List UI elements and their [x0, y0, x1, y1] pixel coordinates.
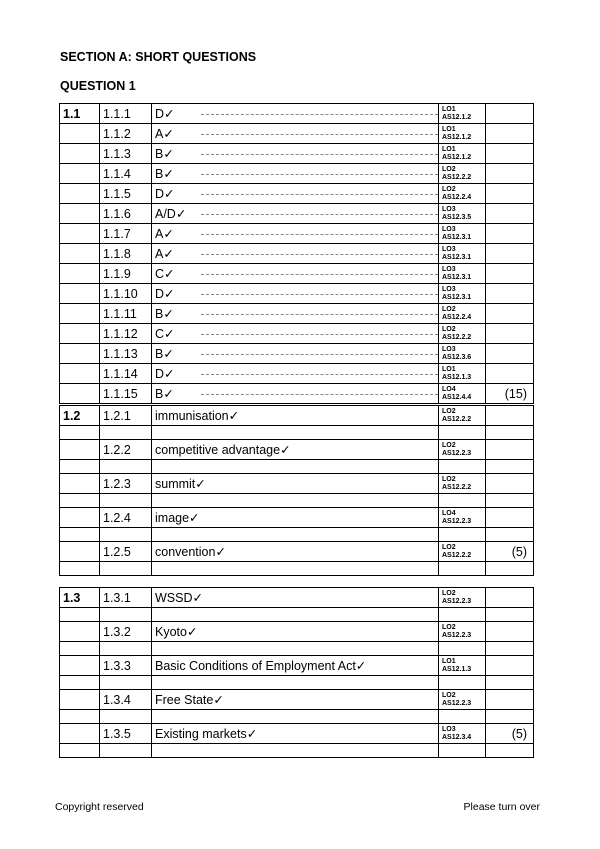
item-number: 1.1.14 [100, 364, 152, 384]
empty-cell [486, 528, 534, 542]
assessment-standard: AS12.1.2 [442, 134, 472, 141]
question-number [60, 184, 100, 204]
table-row [60, 690, 534, 710]
question-number [60, 204, 100, 224]
question-1-2-table [59, 405, 534, 576]
outcome-cell [439, 384, 486, 404]
mark-total [486, 440, 534, 460]
assessment-standard: AS12.1.3 [442, 666, 472, 673]
outcome-cell [439, 508, 486, 528]
section-title: SECTION A: SHORT QUESTIONS [60, 50, 257, 64]
answer: D✓ [152, 184, 199, 204]
empty-cell [60, 676, 100, 690]
mark-total [486, 304, 534, 324]
table-row [60, 204, 534, 224]
empty-cell [60, 608, 100, 622]
empty-cell [152, 744, 439, 758]
question-number [60, 224, 100, 244]
learning-outcome: LO3 [442, 206, 456, 213]
outcome-cell [439, 588, 486, 608]
mark-total [486, 224, 534, 244]
answer: image✓ [152, 508, 439, 528]
answer: A✓ [152, 224, 199, 244]
empty-cell [486, 562, 534, 576]
learning-outcome: LO1 [442, 146, 456, 153]
assessment-standard: AS12.3.5 [442, 214, 472, 221]
question-number [60, 474, 100, 494]
answer: Free State✓ [152, 690, 439, 710]
empty-cell [152, 710, 439, 724]
question-number [60, 344, 100, 364]
assessment-standard: AS12.2.2 [442, 416, 472, 423]
answer: B✓ [152, 344, 199, 364]
empty-cell [152, 562, 439, 576]
table-row [60, 474, 534, 494]
table-row [60, 224, 534, 244]
empty-cell [152, 494, 439, 508]
spacer-row [60, 710, 534, 724]
question-number [60, 440, 100, 460]
answer: summit✓ [152, 474, 439, 494]
learning-outcome: LO2 [442, 408, 456, 415]
item-number: 1.1.15 [100, 384, 152, 404]
empty-cell [60, 710, 100, 724]
assessment-standard: AS12.2.3 [442, 632, 472, 639]
mark-total [486, 656, 534, 676]
assessment-standard: AS12.4.4 [442, 394, 472, 401]
outcome-cell [439, 224, 486, 244]
empty-cell [439, 562, 486, 576]
mark-total [486, 244, 534, 264]
empty-cell [486, 426, 534, 440]
item-number: 1.3.1 [100, 588, 152, 608]
empty-cell [439, 642, 486, 656]
question-1-1-table [59, 103, 534, 404]
outcome-cell [439, 124, 486, 144]
mark-total: (5) [486, 724, 534, 744]
answer-line [199, 344, 439, 364]
empty-cell [439, 608, 486, 622]
outcome-cell [439, 204, 486, 224]
assessment-standard: AS12.3.1 [442, 254, 472, 261]
table-row [60, 104, 534, 124]
answer: C✓ [152, 324, 199, 344]
empty-cell [486, 642, 534, 656]
question-number [60, 144, 100, 164]
outcome-cell [439, 690, 486, 710]
assessment-standard: AS12.3.6 [442, 354, 472, 361]
empty-cell [60, 494, 100, 508]
item-number: 1.2.1 [100, 406, 152, 426]
outcome-cell [439, 364, 486, 384]
mark-total [486, 622, 534, 642]
mark-total [486, 344, 534, 364]
outcome-cell [439, 104, 486, 124]
answer: immunisation✓ [152, 406, 439, 426]
spacer-row [60, 608, 534, 622]
table-row [60, 508, 534, 528]
mark-total [486, 204, 534, 224]
empty-cell [439, 710, 486, 724]
mark-total [486, 474, 534, 494]
table-row [60, 164, 534, 184]
spacer-row [60, 562, 534, 576]
empty-cell [439, 460, 486, 474]
table-row [60, 542, 534, 562]
spacer-row [60, 460, 534, 474]
item-number: 1.2.3 [100, 474, 152, 494]
item-number: 1.3.3 [100, 656, 152, 676]
learning-outcome: LO4 [442, 510, 456, 517]
item-number: 1.2.2 [100, 440, 152, 460]
answer-line [199, 204, 439, 224]
answer: WSSD✓ [152, 588, 439, 608]
question-number [60, 364, 100, 384]
learning-outcome: LO1 [442, 106, 456, 113]
item-number: 1.3.5 [100, 724, 152, 744]
item-number: 1.1.4 [100, 164, 152, 184]
answer-line [199, 184, 439, 204]
empty-cell [439, 744, 486, 758]
assessment-standard: AS12.2.2 [442, 334, 472, 341]
item-number: 1.1.10 [100, 284, 152, 304]
assessment-standard: AS12.3.1 [442, 294, 472, 301]
assessment-standard: AS12.2.3 [442, 450, 472, 457]
empty-cell [100, 608, 152, 622]
answer: D✓ [152, 104, 199, 124]
answer-line [199, 304, 439, 324]
item-number: 1.3.2 [100, 622, 152, 642]
empty-cell [100, 528, 152, 542]
empty-cell [100, 460, 152, 474]
empty-cell [152, 460, 439, 474]
mark-total [486, 588, 534, 608]
mark-total [486, 144, 534, 164]
empty-cell [439, 494, 486, 508]
outcome-cell [439, 144, 486, 164]
question-number [60, 284, 100, 304]
item-number: 1.3.4 [100, 690, 152, 710]
spacer-row [60, 426, 534, 440]
outcome-cell [439, 304, 486, 324]
question-number [60, 304, 100, 324]
assessment-standard: AS12.2.2 [442, 484, 472, 491]
item-number: 1.1.12 [100, 324, 152, 344]
learning-outcome: LO2 [442, 476, 456, 483]
spacer-row [60, 676, 534, 690]
item-number: 1.1.1 [100, 104, 152, 124]
outcome-cell [439, 406, 486, 426]
spacer-row [60, 744, 534, 758]
question-number [60, 324, 100, 344]
answer-line [199, 384, 439, 404]
assessment-standard: AS12.2.4 [442, 314, 472, 321]
item-number: 1.1.9 [100, 264, 152, 284]
question-1-3-table [59, 587, 534, 758]
table-row [60, 304, 534, 324]
outcome-cell [439, 164, 486, 184]
question-number: 1.3 [60, 588, 100, 608]
empty-cell [100, 676, 152, 690]
item-number: 1.1.13 [100, 344, 152, 364]
outcome-cell [439, 184, 486, 204]
table-row [60, 622, 534, 642]
empty-cell [100, 426, 152, 440]
table-row [60, 184, 534, 204]
outcome-cell [439, 474, 486, 494]
table-row [60, 244, 534, 264]
assessment-standard: AS12.1.3 [442, 374, 472, 381]
learning-outcome: LO2 [442, 326, 456, 333]
empty-cell [100, 710, 152, 724]
mark-total [486, 508, 534, 528]
question-number [60, 622, 100, 642]
learning-outcome: LO2 [442, 166, 456, 173]
spacer-row [60, 528, 534, 542]
mark-total [486, 324, 534, 344]
assessment-standard: AS12.1.2 [442, 154, 472, 161]
answer-line [199, 264, 439, 284]
table-row [60, 440, 534, 460]
outcome-cell [439, 324, 486, 344]
learning-outcome: LO3 [442, 246, 456, 253]
learning-outcome: LO3 [442, 226, 456, 233]
answer: Basic Conditions of Employment Act✓ [152, 656, 439, 676]
question-title: QUESTION 1 [60, 79, 136, 93]
outcome-cell [439, 344, 486, 364]
empty-cell [100, 642, 152, 656]
empty-cell [100, 744, 152, 758]
learning-outcome: LO1 [442, 126, 456, 133]
outcome-cell [439, 440, 486, 460]
empty-cell [486, 460, 534, 474]
answer: B✓ [152, 164, 199, 184]
learning-outcome: LO1 [442, 658, 456, 665]
mark-total: (15) [486, 384, 534, 404]
table-row [60, 124, 534, 144]
assessment-standard: AS12.2.2 [442, 174, 472, 181]
empty-cell [100, 494, 152, 508]
outcome-cell [439, 264, 486, 284]
item-number: 1.1.3 [100, 144, 152, 164]
question-number [60, 384, 100, 404]
empty-cell [152, 676, 439, 690]
assessment-standard: AS12.2.3 [442, 518, 472, 525]
empty-cell [486, 744, 534, 758]
answer: D✓ [152, 364, 199, 384]
table-row [60, 364, 534, 384]
answer-line [199, 144, 439, 164]
item-number: 1.1.2 [100, 124, 152, 144]
item-number: 1.1.7 [100, 224, 152, 244]
mark-total [486, 104, 534, 124]
learning-outcome: LO3 [442, 346, 456, 353]
learning-outcome: LO2 [442, 442, 456, 449]
table-row [60, 656, 534, 676]
answer-line [199, 324, 439, 344]
empty-cell [486, 676, 534, 690]
empty-cell [60, 426, 100, 440]
outcome-cell [439, 724, 486, 744]
item-number: 1.2.4 [100, 508, 152, 528]
empty-cell [152, 528, 439, 542]
answer: D✓ [152, 284, 199, 304]
empty-cell [152, 426, 439, 440]
footer-turn-over: Please turn over [463, 801, 540, 813]
footer-copyright: Copyright reserved [55, 801, 144, 813]
table-row [60, 324, 534, 344]
answer: B✓ [152, 384, 199, 404]
answer-line [199, 284, 439, 304]
assessment-standard: AS12.3.1 [442, 234, 472, 241]
question-number [60, 164, 100, 184]
empty-cell [152, 642, 439, 656]
question-number [60, 690, 100, 710]
assessment-standard: AS12.2.4 [442, 194, 472, 201]
learning-outcome: LO3 [442, 266, 456, 273]
table-row [60, 724, 534, 744]
empty-cell [486, 608, 534, 622]
outcome-cell [439, 542, 486, 562]
mark-total [486, 124, 534, 144]
answer: convention✓ [152, 542, 439, 562]
question-number [60, 542, 100, 562]
answer-line [199, 164, 439, 184]
answer: A/D✓ [152, 204, 199, 224]
question-number [60, 264, 100, 284]
table-row [60, 384, 534, 404]
item-number: 1.1.5 [100, 184, 152, 204]
item-number: 1.1.11 [100, 304, 152, 324]
empty-cell [60, 562, 100, 576]
question-number [60, 124, 100, 144]
learning-outcome: LO4 [442, 386, 456, 393]
outcome-cell [439, 244, 486, 264]
empty-cell [439, 426, 486, 440]
spacer-row [60, 642, 534, 656]
empty-cell [60, 642, 100, 656]
question-number [60, 244, 100, 264]
answer: B✓ [152, 304, 199, 324]
learning-outcome: LO3 [442, 286, 456, 293]
assessment-standard: AS12.2.2 [442, 552, 472, 559]
mark-total [486, 164, 534, 184]
answer: A✓ [152, 124, 199, 144]
answer-line [199, 244, 439, 264]
assessment-standard: AS12.3.1 [442, 274, 472, 281]
table-row [60, 284, 534, 304]
table-row [60, 144, 534, 164]
empty-cell [486, 494, 534, 508]
question-number [60, 724, 100, 744]
table-row [60, 588, 534, 608]
learning-outcome: LO2 [442, 624, 456, 631]
item-number: 1.2.5 [100, 542, 152, 562]
outcome-cell [439, 284, 486, 304]
mark-total [486, 284, 534, 304]
empty-cell [60, 460, 100, 474]
mark-total [486, 364, 534, 384]
item-number: 1.1.6 [100, 204, 152, 224]
answer-line [199, 364, 439, 384]
question-number [60, 656, 100, 676]
question-number: 1.2 [60, 406, 100, 426]
table-row [60, 264, 534, 284]
mark-total [486, 264, 534, 284]
answer: competitive advantage✓ [152, 440, 439, 460]
learning-outcome: LO2 [442, 544, 456, 551]
answer-line [199, 224, 439, 244]
empty-cell [60, 744, 100, 758]
question-number: 1.1 [60, 104, 100, 124]
answer: Kyoto✓ [152, 622, 439, 642]
empty-cell [486, 710, 534, 724]
spacer-row [60, 494, 534, 508]
answer-line [199, 104, 439, 124]
mark-total [486, 690, 534, 710]
learning-outcome: LO1 [442, 366, 456, 373]
answer: B✓ [152, 144, 199, 164]
learning-outcome: LO2 [442, 186, 456, 193]
table-row [60, 406, 534, 426]
outcome-cell [439, 656, 486, 676]
assessment-standard: AS12.2.3 [442, 700, 472, 707]
empty-cell [100, 562, 152, 576]
mark-total [486, 184, 534, 204]
empty-cell [152, 608, 439, 622]
learning-outcome: LO2 [442, 692, 456, 699]
learning-outcome: LO3 [442, 726, 456, 733]
answer: C✓ [152, 264, 199, 284]
assessment-standard: AS12.3.4 [442, 734, 472, 741]
assessment-standard: AS12.1.2 [442, 114, 472, 121]
empty-cell [439, 528, 486, 542]
assessment-standard: AS12.2.3 [442, 598, 472, 605]
answer: Existing markets✓ [152, 724, 439, 744]
outcome-cell [439, 622, 486, 642]
mark-total: (5) [486, 542, 534, 562]
table-row [60, 344, 534, 364]
empty-cell [439, 676, 486, 690]
item-number: 1.1.8 [100, 244, 152, 264]
mark-total [486, 406, 534, 426]
learning-outcome: LO2 [442, 590, 456, 597]
answer-line [199, 124, 439, 144]
question-number [60, 508, 100, 528]
learning-outcome: LO2 [442, 306, 456, 313]
empty-cell [60, 528, 100, 542]
answer: A✓ [152, 244, 199, 264]
